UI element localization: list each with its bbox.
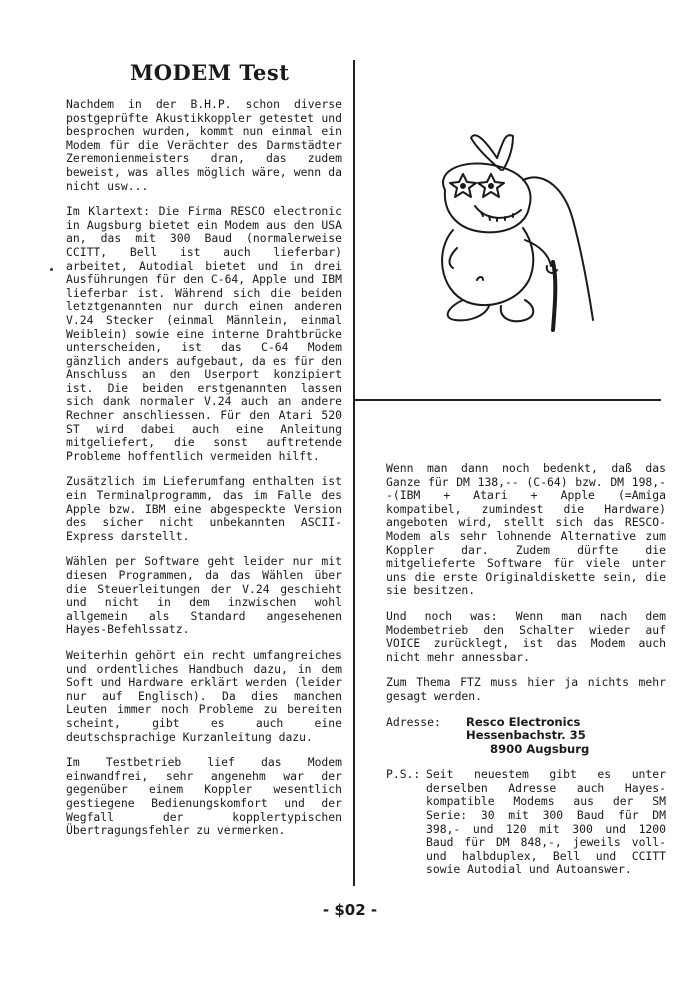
stray-mark (50, 268, 53, 271)
address-line-1: Resco Electronics (466, 714, 581, 729)
page-title: MODEM Test (130, 60, 290, 85)
address-line-2: Hessenbachstr. 35 (466, 728, 586, 743)
cartoon-creature-icon (405, 130, 625, 345)
paragraph-voice: Und noch was: Wenn man nach dem Modembetrieb den Schalter wieder auf VOICE zurücklegt, ist das Modem auch nicht mehr annessbar. (386, 608, 666, 664)
postscript-text: Seit neuestem gibt es unter derselben Adresse auch Hayes-kompatible Modems aus der SM Serie: 30 mit 300 Baud für DM 398,- und 120 mit 300 und 1200 Baud für DM 848,-, jeweils voll- und halbduplex, Bell und CCITT sowie Autodial und Autoanswer. (426, 767, 666, 877)
paragraph-waehlen: Wählen per Software geht leider nur mit diesen Programmen, da das Wählen über die Steuerleitungen der V.24 geschieht und nicht in dem inzwischen wohl allgemein als Standard angesehenen Hayes-Befehlssatz. (66, 554, 342, 637)
postscript (386, 768, 666, 877)
paragraph-klartext: Im Klartext: Die Firma RESCO electronic in Augsburg bietet ein Modem aus den USA an, das mit 300 Baud (normalerweise CCITT, Bell ist auch lieferbar) arbeitet, Autodial bietet und in drei Ausführungen für den C-64, Apple und IBM lieferbar ist. Während sich die beiden letztgenannten nur durch einen anderen V.24 Stecker (einmal Männlein, einmal Weiblein) sowie eine interne Drahtbrücke unterscheiden, ist das C-64 Modem gänzlich anders aufgebaut, da es für den Anschluss an den Userport konzipiert ist. Die beiden erstgenannten lassen sich dank normaler V.24 auch an andere Rechner anschliessen. Für den Atari 520 ST wird dabei auch eine Anleitung mitgeliefert, die sonst auftretende Probleme hoffentlich vermeiden hilft. (66, 204, 342, 463)
postscript-label: P.S.: (386, 767, 421, 782)
column-divider (353, 60, 355, 886)
section-divider (353, 399, 661, 401)
paragraph-lieferumfang: Zusätzlich im Lieferumfang enthalten ist ein Terminalprogramm, das im Falle des Apple bzw. IBM eine abgespeckte Version des sicher nicht unbekannten ASCII-Express darstellt. (66, 474, 342, 543)
paragraph-testbetrieb: Im Testbetrieb lief das Modem einwandfrei, sehr angenehm war der gegenüber einem Koppler wesentlich gestiegene Bedienungskomfort und der Wegfall der kopplertypischen Übertragungsfehler zu vermerken. (66, 755, 342, 838)
right-column (386, 462, 666, 877)
paragraph-ftz: Zum Thema FTZ muss hier ja nichts mehr gesagt werden. (386, 675, 666, 703)
paragraph-intro: Nachdem in der B.H.P. schon diverse postgeprüfte Akustikkoppler getestet und besprochen wurden, kommt nun einmal ein Modem für die Verächter des Darmstädter Zeremonienmeisters dran, das zudem beweist, was alles möglich wäre, wenn da nicht usw... (66, 97, 342, 193)
left-column (66, 98, 342, 850)
address-block (386, 716, 666, 757)
address-label: Adresse: (386, 714, 441, 729)
paragraph-preis: Wenn man dann noch bedenkt, daß das Ganze für DM 138,-- (C-64) bzw. DM 198,--(IBM + Atari + Apple (=Amiga kompatibel, zumindest die Hardware) angeboten wird, stellt sich das RESCO-Modem als sehr lohnende Alternative zum Koppler dar. Zudem dürfte die mitgelieferte Software für viele unter uns die erste Originaldiskette sein, die sie besitzen. (386, 461, 666, 598)
page-number: - $02 - (322, 901, 378, 919)
address-line-3: 8900 Augsburg (490, 741, 590, 756)
paragraph-handbuch: Weiterhin gehört ein recht umfangreiches und ordentliches Handbuch dazu, in dem Soft und Hardware erklärt werden (leider nur auf Englisch). Da dies manchen Leuten immer noch Probleme zu bereiten scheint, gibt es auch eine deutschsprachige Kurzanleitung dazu. (66, 647, 342, 744)
